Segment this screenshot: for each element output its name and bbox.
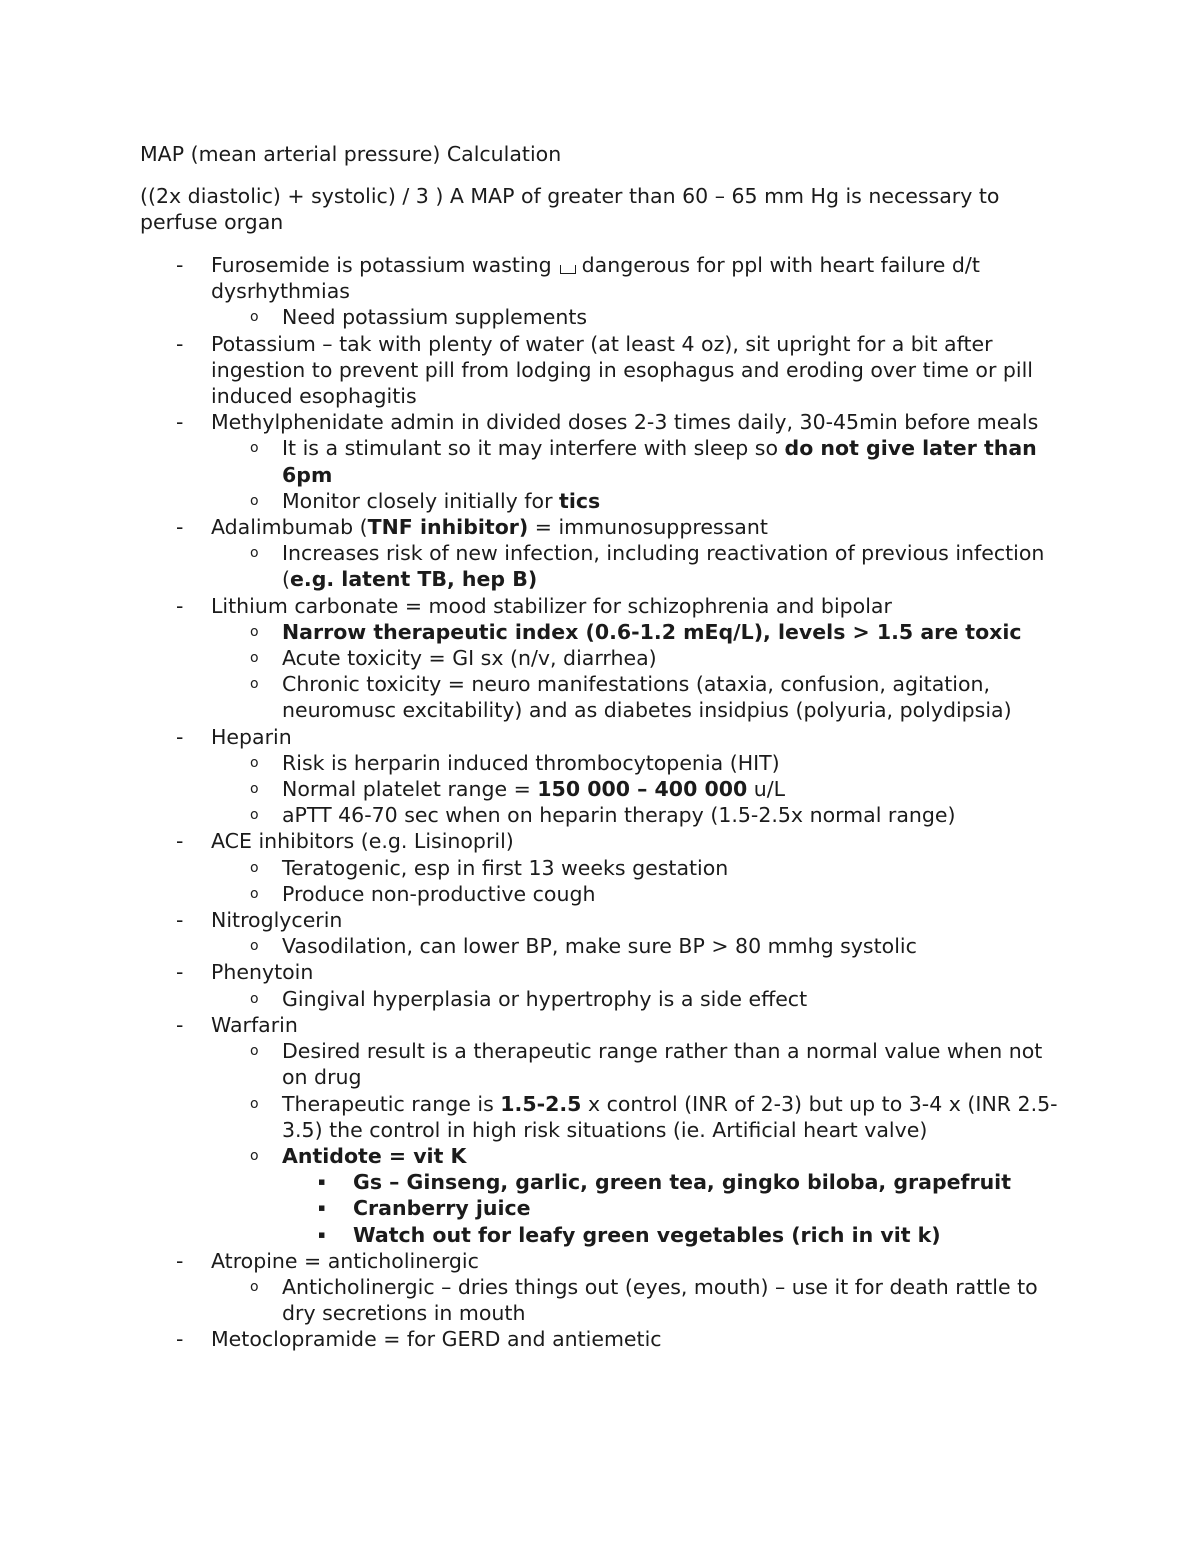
dash-bullet: -: [176, 1248, 184, 1273]
sub-item: [0, 776, 1072, 802]
sub-sub-item: [0, 1169, 1073, 1195]
item-text: Phenytoin: [211, 960, 314, 985]
circle-bullet: o: [250, 754, 259, 771]
sub-item: [0, 802, 1072, 828]
circle-bullet: o: [250, 807, 259, 824]
item-text: Furosemide is potassium wasting: [211, 253, 552, 277]
sub-item: [0, 1274, 1072, 1326]
sub-item: [0, 671, 1072, 723]
sub-item-bold-text: Narrow therapeutic index (0.6-1.2 mEq/L), levels > 1.5 are toxic: [282, 619, 1022, 644]
sub-item: [0, 881, 1072, 907]
sub-item: [0, 488, 1072, 514]
sub-item-text: aPTT 46-70 sec when on heparin therapy (1.5-2.5x normal range): [282, 803, 956, 828]
circle-bullet: o: [250, 650, 259, 667]
page-title: MAP (mean arterial pressure) Calculation: [140, 142, 562, 166]
dash-bullet: -: [176, 1327, 184, 1352]
list-item-potassium: [0, 331, 1071, 410]
circle-bullet: o: [250, 938, 259, 955]
dash-bullet: -: [176, 515, 184, 540]
item-text: Heparin: [211, 724, 292, 749]
sub-item-bold-text: 150 000 – 400 000: [537, 777, 748, 802]
item-text: Adalimbumab (: [211, 515, 368, 540]
dash-bullet: -: [176, 724, 184, 749]
item-text: Methylphenidate admin in divided doses 2-3 times daily, 30-45min before meals: [211, 410, 1039, 435]
list-item-ace-inhibitors: [0, 828, 1071, 854]
item-text: Warfarin: [211, 1012, 298, 1037]
circle-bullet: o: [250, 1043, 259, 1060]
sub-item: [0, 1038, 1072, 1090]
dash-bullet: -: [176, 1012, 184, 1037]
sub-item-bold-text: tics: [559, 488, 601, 513]
list-item-nitroglycerin: [0, 907, 1071, 933]
sub-item-text: Anticholinergic – dries things out (eyes, mouth) – use it for death rattle to dry secretions in mouth: [282, 1274, 1038, 1326]
sub-item-text: Increases risk of new infection, including reactivation of previous infection (: [282, 541, 1045, 592]
sub-item-bold-text: 1.5-2.5: [500, 1091, 582, 1116]
sub-item: [0, 540, 1072, 592]
circle-bullet: o: [250, 492, 259, 509]
circle-bullet: o: [250, 1278, 259, 1295]
sub-item-text: Normal platelet range =: [282, 777, 538, 802]
list-item-furosemide: [0, 252, 1071, 304]
sub-item-text: u/L: [747, 777, 786, 802]
circle-bullet: o: [250, 990, 259, 1007]
notes-list: [0, 252, 1200, 1353]
square-bullet: ▪: [318, 1201, 326, 1215]
item-text: Potassium – tak with plenty of water (at least 4 oz), sit upright for a bit after ingestion to prevent pill from lodging in esophagus and eroding over time or pill induced esophagitis: [211, 331, 1033, 409]
item-bold-text: TNF inhibitor): [367, 515, 529, 540]
list-item-lithium: [0, 593, 1071, 619]
sub-item-text: x control (INR of 2-3) but up to 3-4 x (INR 2.5-3.5) the control in high risk situations (ie. Artificial heart valve): [282, 1091, 1058, 1142]
arrow-icon: [560, 265, 576, 274]
sub-item: [0, 933, 1072, 959]
item-text: = immunosuppressant: [528, 515, 768, 540]
sub-item: [0, 750, 1072, 776]
sub-item: [0, 304, 1072, 330]
circle-bullet: o: [250, 545, 259, 562]
list-item-metoclopramide: [0, 1326, 1071, 1352]
list-item-heparin: [0, 724, 1071, 750]
sub-item-bold-text: Antidote = vit K: [282, 1143, 467, 1168]
sub-sub-item-text: Cranberry juice: [353, 1196, 531, 1221]
dash-bullet: -: [176, 593, 184, 618]
dash-bullet: -: [176, 829, 184, 854]
item-text: Nitroglycerin: [211, 908, 343, 933]
circle-bullet: o: [250, 440, 259, 457]
item-text: Lithium carbonate = mood stabilizer for schizophrenia and bipolar: [211, 593, 892, 618]
dash-bullet: -: [176, 331, 184, 356]
dash-bullet: -: [176, 410, 184, 435]
list-item-phenytoin: [0, 959, 1071, 985]
sub-sub-item: [0, 1195, 1073, 1221]
circle-bullet: o: [250, 781, 259, 798]
sub-sub-item: [0, 1222, 1073, 1248]
sub-item-text: Teratogenic, esp in first 13 weeks gestation: [282, 855, 729, 880]
sub-item: [0, 855, 1072, 881]
sub-item-text: Vasodilation, can lower BP, make sure BP > 80 mmhg systolic: [282, 934, 917, 959]
sub-item-bold-text: do not give later than 6pm: [282, 436, 1037, 487]
sub-item-text: Chronic toxicity = neuro manifestations (ataxia, confusion, agitation, neuromusc excitability) and as diabetes insidpius (polyuria, polydipsia): [282, 672, 1012, 723]
list-item-methylphenidate: [0, 409, 1071, 435]
circle-bullet: o: [250, 1095, 259, 1112]
list-item-adalimumab: [0, 514, 1071, 540]
circle-bullet: o: [250, 885, 259, 902]
sub-item: [0, 435, 1072, 487]
circle-bullet: o: [250, 623, 259, 640]
item-text: ACE inhibitors (e.g. Lisinopril): [211, 829, 514, 854]
sub-item: [0, 619, 1072, 645]
sub-sub-item-text: Watch out for leafy green vegetables (rich in vit k): [353, 1222, 941, 1247]
square-bullet: ▪: [318, 1175, 326, 1189]
sub-item-text: Produce non-productive cough: [282, 881, 596, 906]
circle-bullet: o: [250, 859, 259, 876]
circle-bullet: o: [250, 676, 259, 693]
sub-item-text: Therapeutic range is: [282, 1091, 501, 1116]
dash-bullet: -: [176, 960, 184, 985]
dash-bullet: -: [176, 908, 184, 933]
sub-item-text: Monitor closely initially for: [282, 488, 560, 513]
dash-bullet: -: [176, 253, 184, 277]
sub-item-bold-text: e.g. latent TB, hep B): [290, 567, 538, 592]
sub-item: [0, 986, 1072, 1012]
item-text: dangerous for ppl with heart failure d/t dysrhythmias: [211, 253, 980, 304]
circle-bullet: o: [250, 309, 259, 326]
sub-item-text: Risk is herparin induced thrombocytopenia (HIT): [282, 750, 780, 775]
square-bullet: ▪: [318, 1227, 326, 1241]
list-item-atropine: [0, 1248, 1071, 1274]
item-text: Metoclopramide = for GERD and antiemetic: [211, 1327, 662, 1352]
item-text: Atropine = anticholinergic: [211, 1248, 479, 1273]
sub-item: [0, 1091, 1072, 1143]
sub-item-text: Desired result is a therapeutic range rather than a normal value when not on drug: [282, 1039, 1043, 1090]
sub-item-text: It is a stimulant so it may interfere with sleep so: [282, 436, 785, 461]
sub-item-text: Acute toxicity = GI sx (n/v, diarrhea): [282, 646, 657, 671]
sub-item: [0, 1143, 1072, 1169]
sub-item-text: Gingival hyperplasia or hypertrophy is a side effect: [282, 986, 808, 1011]
list-item-warfarin: [0, 1012, 1071, 1038]
map-formula: ((2x diastolic) + systolic) / 3 ) A MAP of greater than 60 – 65 mm Hg is necessary to perfuse organ: [140, 184, 1000, 235]
circle-bullet: o: [250, 1147, 259, 1164]
sub-item-text: Need potassium supplements: [282, 305, 588, 330]
sub-sub-item-text: Gs – Ginseng, garlic, green tea, gingko biloba, grapefruit: [353, 1170, 1011, 1195]
sub-item: [0, 645, 1072, 671]
